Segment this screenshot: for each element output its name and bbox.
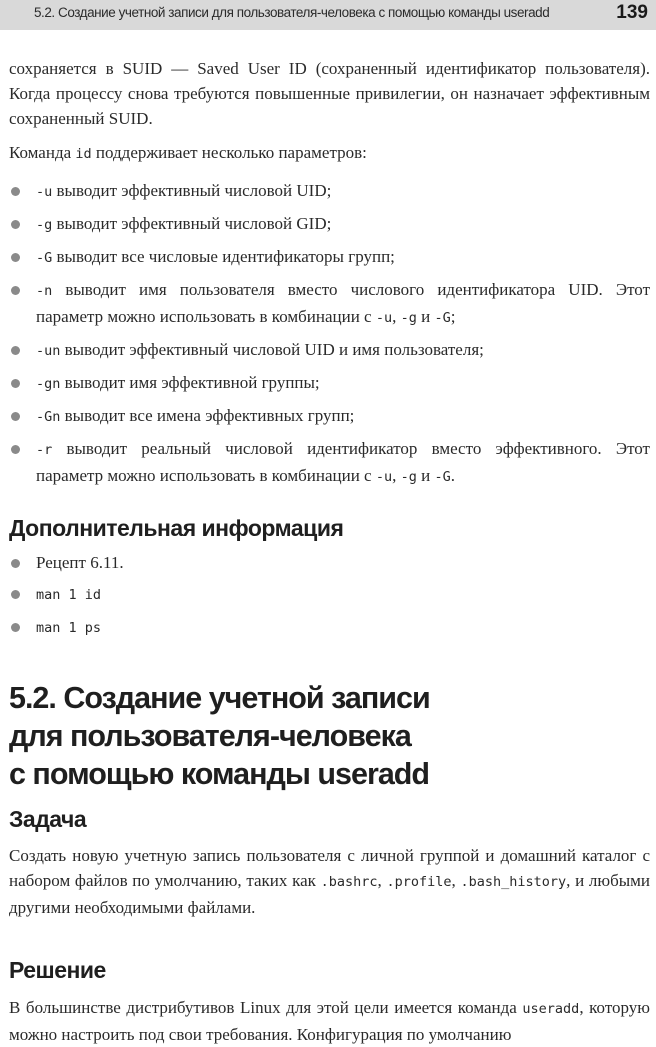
running-title: 5.2. Создание учетной записи для пользователя-человека с помощью команды useradd xyxy=(34,5,550,20)
solution-heading: Решение xyxy=(9,957,106,983)
code-id: id xyxy=(75,146,92,162)
solution-paragraph: В большинстве дистрибутивов Linux для этой цели имеется команда useradd, которую можно настроить под свои требования. Конфигурация по умолчанию xyxy=(9,998,651,1044)
section-title: 5.2. Создание учетной записи для пользователя-человека с помощью команды useradd xyxy=(9,681,430,791)
list-item: -u выводит эффективный числовой UID; xyxy=(9,178,650,205)
list-item: man 1 id xyxy=(9,581,650,608)
more-info-heading: Дополнительная информация xyxy=(9,515,344,541)
list-item: man 1 ps xyxy=(9,614,650,641)
more-info-list xyxy=(9,550,650,641)
list-item: -Gn выводит все имена эффективных групп; xyxy=(9,403,650,430)
page-number: 139 xyxy=(616,2,648,23)
intro-paragraph: сохраняется в SUID — Saved User ID (сохраненный идентификатор пользователя). Когда процессу снова требуются повышенные привилегии, он назначает эффективным сохраненный SUID. xyxy=(9,59,650,128)
list-item: -g выводит эффективный числовой GID; xyxy=(9,211,650,238)
list-item: -un выводит эффективный числовой UID и имя пользователя; xyxy=(9,337,650,364)
page-content xyxy=(9,56,650,1047)
list-item: -r выводит реальный числовой идентификатор вместо эффективного. Этот параметр можно использовать в комбинации с -u, -g и -G. xyxy=(9,436,650,490)
list-item: -n выводит имя пользователя вместо числового идентификатора UID. Этот параметр можно использовать в комбинации с -u, -g и -G; xyxy=(9,277,650,331)
list-item: Рецепт 6.11. xyxy=(9,550,650,575)
list-item: -gn выводит имя эффективной группы; xyxy=(9,370,650,397)
running-header xyxy=(0,0,656,30)
param-list xyxy=(9,178,650,490)
list-item: -G выводит все числовые идентификаторы групп; xyxy=(9,244,650,271)
task-paragraph: Создать новую учетную запись пользователя с личной группой и домашний каталог с набором файлов по умолчанию, таких как .bashrc, .profile, .bash_history, и любыми другими необходимыми файлами. xyxy=(9,846,651,917)
id-params-intro: Команда id поддерживает несколько параметров: xyxy=(9,143,367,162)
task-heading: Задача xyxy=(9,806,87,832)
